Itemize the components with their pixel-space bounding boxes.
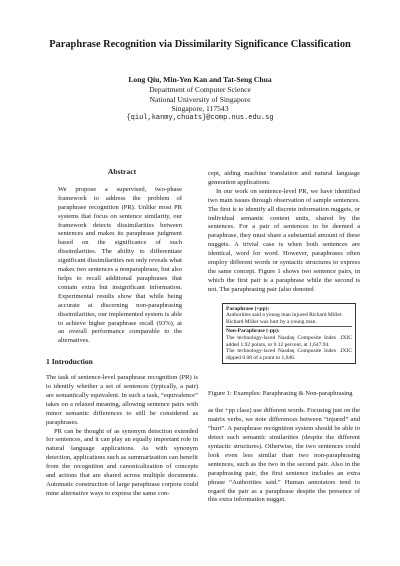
author-block — [60, 75, 340, 124]
left-column — [46, 168, 198, 499]
paper-title: Paraphrase Recognition via Dissimilarity Significance Classification — [49, 39, 351, 50]
non-paraphrase-label: Non-Paraphrase (-pp): — [226, 328, 280, 335]
paraphrase-label: Paraphrase (+pp): — [226, 305, 270, 312]
abstract-heading: Abstract — [107, 167, 137, 176]
right-paragraph-2: In our work on sentence-level PR, we have identified two main issues through observation of sample sentences. The first is to identify all discrete information nuggets, or individual semantic content units, shared by the sentences. For a pair of sentences to be deemed a paraphrase, they must share a substantial amount of these nuggets. A trivial case is when both sentences are identical, word for word. However, paraphrases often employ different words or syntactic structures to express the same concept. Figure 1 shows two sentence pairs, in which the first pair is a paraphrase while the second is not. The paraphrasing pair (also denoted — [208, 187, 360, 293]
author-email: {qiul,kanmy,chuats}@comp.nus.edu.sg — [126, 114, 274, 123]
figure-1-caption: Figure 1: Examples: Paraphrasing & Non-paraphrasing — [208, 390, 353, 398]
author-university: National University of Singapore — [149, 94, 251, 104]
non-paraphrase-sentence-1: The technology-laced Nasdaq Composite Index .IXIC added 1.92 points, or 0.12 percent, at 1,647.94. — [226, 335, 352, 348]
right-paragraph-3: as the +pp class) use different words. Focusing just on the matrix verbs, we note differences between “injured” and “hurt”. A paraphrase recognition system should be able to detect such semantic similarities (despite the different syntactic structures). Otherwise, the two sentences could look even less similar than two non-paraphrasing sentences, such as the two in the second pair. Also in the paraphrasing pair, the first sentence includes an extra phrase “Authorities said.” Human annotators tend to regard the pair as a paraphrase despite the presence of this extra information nugget. — [208, 407, 360, 504]
author-names: Long Qiu, Min-Yen Kan and Tat-Seng Chua — [128, 75, 272, 84]
right-paragraph-1: cept, aiding machine translation and natural language generation applications. — [208, 170, 360, 186]
paraphrase-sentence-1: Authorities said a young man injured Richard Miller. — [226, 312, 343, 319]
non-paraphrase-sentence-2: The technology-laced Nasdaq Composite Index .IXIC dipped 0.08 of a point to 1,646. — [226, 348, 352, 361]
author-postal: Singapore, 117543 — [171, 104, 229, 114]
section-heading-introduction: 1 Introduction — [46, 357, 93, 367]
author-department: Department of Computer Science — [149, 84, 251, 94]
figure-1-box — [222, 303, 356, 365]
paraphrase-sentence-2: Richard Miller was hurt by a young man. — [226, 318, 317, 325]
abstract-text: We propose a supervised, two-phase framework to address the problem of paraphrase recognition (PR). Unlike most PR systems that focus on sentence similarity, our framework detects dissimilarities between sentences and makes its paraphrase judgment based on the significance of such dissimilarities. The ability to differentiate significant dissimilarities not only reveals what makes two sentences a nonparaphrase, but also helps to recall additional paraphrases that contain extra but insignificant information. Experimental results show that while being accurate at discerning non-paraphrasing dissimilarities, our implemented system is able to achieve higher paraphrase recall (93%), at an overall performance comparable to the alternatives. — [58, 185, 182, 345]
right-column — [208, 170, 360, 505]
intro-paragraph-2: PR can be thought of as synonym detection extended for sentences, and it can play an equally important role in natural language applications. As with synonym detection, applications such as summarization can benefit from the recognition and canonicalization of concepts and actions that are shared across multiple documents. Automatic construction of large paraphrase corpora could mine alternative ways to express the same con- — [46, 427, 198, 497]
intro-paragraph-1: The task of sentence-level paraphrase recognition (PR) is to identify whether a set of sentences (typically, a pair) are semantically equivalent. In such a task, “equivalence” takes on a relaxed meaning, allowing sentence pairs with minor semantic differences to still be considered as paraphrases. — [46, 374, 198, 426]
